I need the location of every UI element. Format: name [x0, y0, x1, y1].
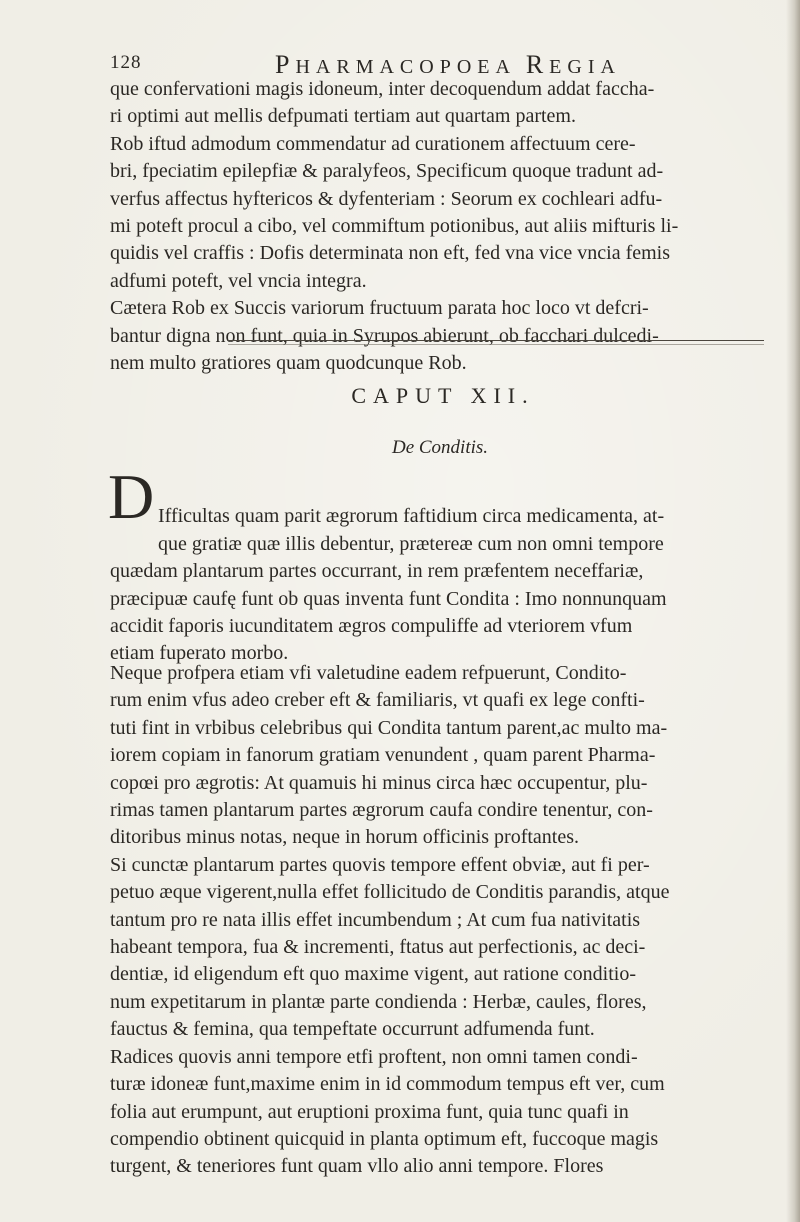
running-title-end: EGIA — [549, 56, 621, 78]
running-title-initial: P — [275, 50, 296, 79]
paragraph-block-conditorum: Neque profpera etiam vfi valetudine eadem refpuerunt, Condito- rum enim vfus adeo creber eft & familiaris, vt quafi ex lege confti- tuti fint in vrbibus celebribus qui Condita tantum parent,ac multo ma- iorem copiam in fanorum gratiam venundent , quam parent Pharma- copœi pro ægrotis: At quamuis hi minus circa hæc occupentur, plu- rimas tamen plantarum partes ægrorum caufa condire tenentur, con- ditoribus minus notas, neque in horum officinis proftantes. Si cunctæ plantarum partes quovis tempore effent obviæ, aut fi per- petuo æque vigerent,nulla effet follicitudo de Conditis parandis, atque tantum pro re nata illis effet incumbendum ; At cum fua nativitatis habeant tempora, fua & incrementi, ftatus aut perfectionis, ac deci- dentiæ, id eligendum eft quo maxime vigent, aut ratione conditio- num expetitarum in plantæ parte condienda : Herbæ, caules, flores, fauctus & femina, qua tempeftate occurrunt adfumenda funt. Radices quovis anni tempore etfi proftent, non omni tamen condi- turæ idoneæ funt,maxime enim in id commodum tempus eft ver, cum folia aut erumpunt, aut eruptioni proxima funt, quia tunc quafi in compendio obtinent quicquid in planta optimum eft, fuccoque magis turgent, & teneriores funt quam vllo alio anni tempore. Flores — [110, 662, 670, 1178]
paragraph-block-rob: que confervationi magis idoneum, inter decoquendum addat faccha- ri optimi aut mellis defpumati tertiam aut quartam partem. Rob iftud admodum commendatur ad curationem affectuum cere- bri, fpeciatim epilepfiæ & paralyfeos, Specificum quoque tradunt ad- verfus affectus hyftericos & dyfenteriam : Seorum ex cochleari adfu- mi poteft procul a cibo, vel commiftum potionibus, aut aliis mifturis li- quidis vel craffis : Dofis determinata non eft, fed vna vice vncia femis adfumi poteft, vel vncia integra. Cætera Rob ex Succis variorum fructuum parata hoc loco vt defcri- bantur digna non funt, quia in Syrupos abierunt, ob facchari dulcedi- nem multo gratiores quam quodcunque Rob. — [110, 78, 679, 375]
chapter-subtitle: De Conditis. — [391, 437, 489, 458]
chapter-heading: CAPUT XII. — [351, 383, 535, 408]
page-edge-shadow — [786, 0, 800, 1222]
paragraph-block-difficultas — [110, 476, 760, 668]
paragraph-continuation: quædam plantarum partes occurrant, in rem præfentem neceffariæ, præcipuæ caufę funt ob quas inventa funt Condita : Imo nonnunquam accidit faporis iucunditatem ægros compuliffe ad vteriorem vfum etiam fuperato morbo. — [110, 560, 667, 665]
section-divider-rule-thin — [228, 344, 764, 345]
page-number: 128 — [110, 52, 142, 73]
section-divider-rule — [228, 340, 764, 341]
running-title-middle: HARMACOPOEA — [295, 56, 526, 78]
drop-cap-adjacent-lines: Ifficultas quam parit ægrorum faftidium circa medicamenta, at- que gratiæ quæ illis debentur, prætereæ cum non omni tempore — [158, 505, 665, 555]
running-title-second-initial: R — [525, 50, 550, 79]
drop-cap: D — [108, 461, 155, 532]
